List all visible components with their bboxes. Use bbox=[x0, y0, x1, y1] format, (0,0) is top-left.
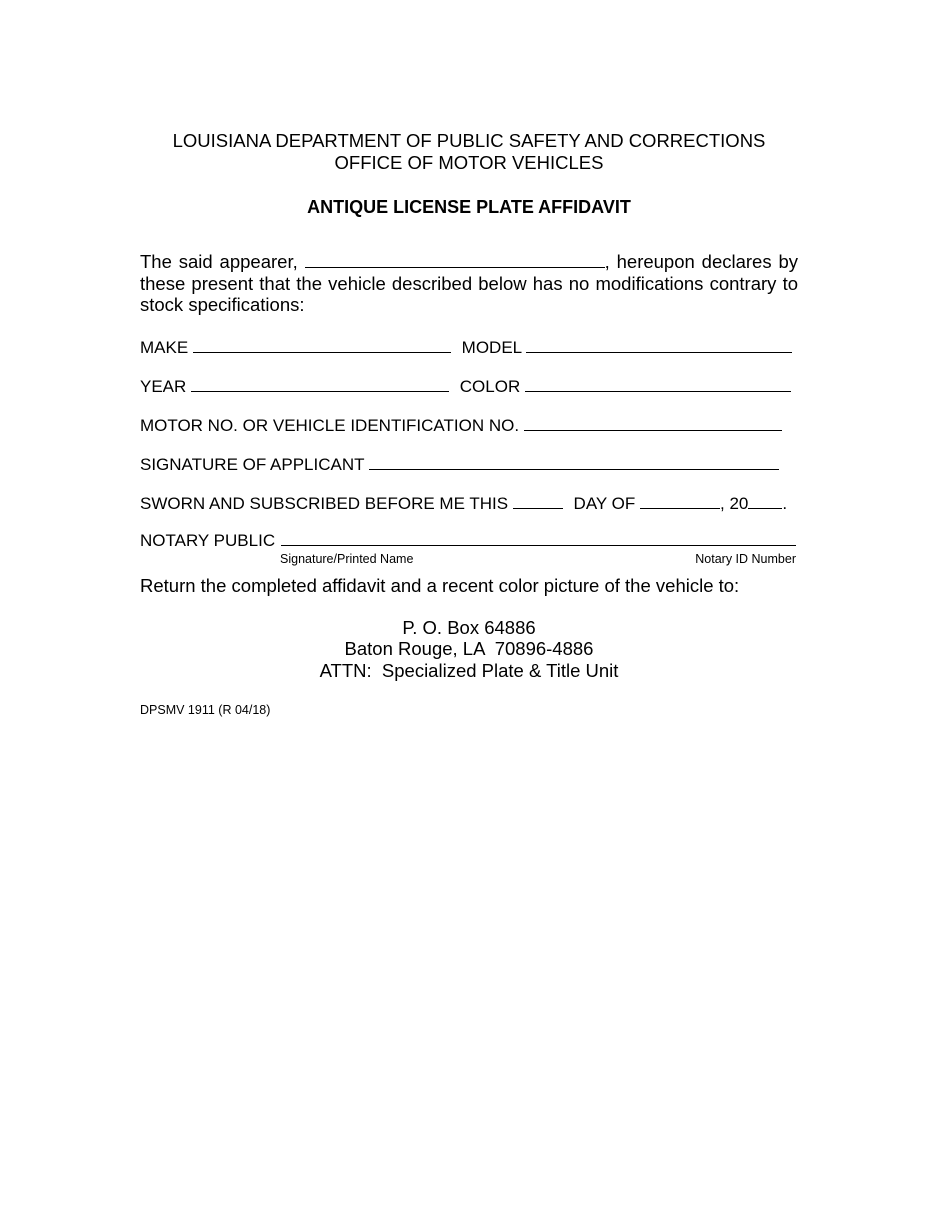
notary-label: NOTARY PUBLIC bbox=[140, 530, 276, 550]
make-model-row bbox=[140, 336, 798, 356]
appearer-name-field[interactable] bbox=[305, 251, 605, 268]
mailing-address bbox=[140, 617, 798, 682]
vin-field[interactable] bbox=[524, 414, 782, 431]
intro-paragraph bbox=[140, 251, 798, 316]
notary-field[interactable] bbox=[281, 545, 796, 546]
year-field[interactable] bbox=[191, 375, 449, 392]
intro-text-before: The said appearer, bbox=[140, 251, 298, 272]
address-line-2: Baton Rouge, LA 70896-4886 bbox=[344, 638, 594, 659]
day-of-label: DAY OF bbox=[573, 493, 636, 513]
affidavit-page bbox=[140, 130, 798, 718]
sworn-label: SWORN AND SUBSCRIBED BEFORE ME THIS bbox=[140, 493, 509, 513]
sworn-row bbox=[140, 492, 798, 512]
color-field[interactable] bbox=[525, 375, 791, 392]
notary-id-caption: Notary ID Number bbox=[695, 551, 796, 566]
year-prefix-label: , 20 bbox=[720, 493, 749, 513]
sworn-day-field[interactable] bbox=[513, 492, 563, 509]
agency-name: LOUISIANA DEPARTMENT OF PUBLIC SAFETY AND CORRECTIONS bbox=[172, 130, 766, 151]
address-line-3: ATTN: Specialized Plate & Title Unit bbox=[319, 659, 619, 681]
applicant-signature-field[interactable] bbox=[369, 453, 779, 470]
make-field[interactable] bbox=[193, 336, 451, 353]
notary-signature-caption: Signature/Printed Name bbox=[280, 551, 414, 566]
sworn-year-field[interactable] bbox=[748, 492, 782, 509]
address-line-1: P. O. Box 64886 bbox=[402, 616, 536, 638]
vin-label: MOTOR NO. OR VEHICLE IDENTIFICATION NO. bbox=[140, 415, 520, 435]
form-number: DPSMV 1911 (R 04/18) bbox=[140, 703, 271, 717]
notary-block bbox=[140, 531, 798, 567]
intro-text-after: , hereupon declares by these present that the vehicle described below has no modifications contrary to stock specifications: bbox=[140, 251, 798, 315]
office-name: OFFICE OF MOTOR VEHICLES bbox=[334, 152, 604, 173]
signature-row bbox=[140, 453, 798, 473]
model-field[interactable] bbox=[526, 336, 792, 353]
year-color-row bbox=[140, 375, 798, 395]
period: . bbox=[782, 493, 788, 513]
form-title: ANTIQUE LICENSE PLATE AFFIDAVIT bbox=[307, 197, 631, 217]
year-label: YEAR bbox=[140, 376, 187, 396]
agency-header bbox=[140, 130, 798, 174]
vin-row bbox=[140, 414, 798, 434]
make-label: MAKE bbox=[140, 337, 189, 357]
signature-label: SIGNATURE OF APPLICANT bbox=[140, 454, 365, 474]
sworn-month-field[interactable] bbox=[640, 492, 720, 509]
color-label: COLOR bbox=[459, 376, 521, 396]
return-instructions: Return the completed affidavit and a recent color picture of the vehicle to: bbox=[140, 574, 740, 596]
model-label: MODEL bbox=[461, 337, 522, 357]
